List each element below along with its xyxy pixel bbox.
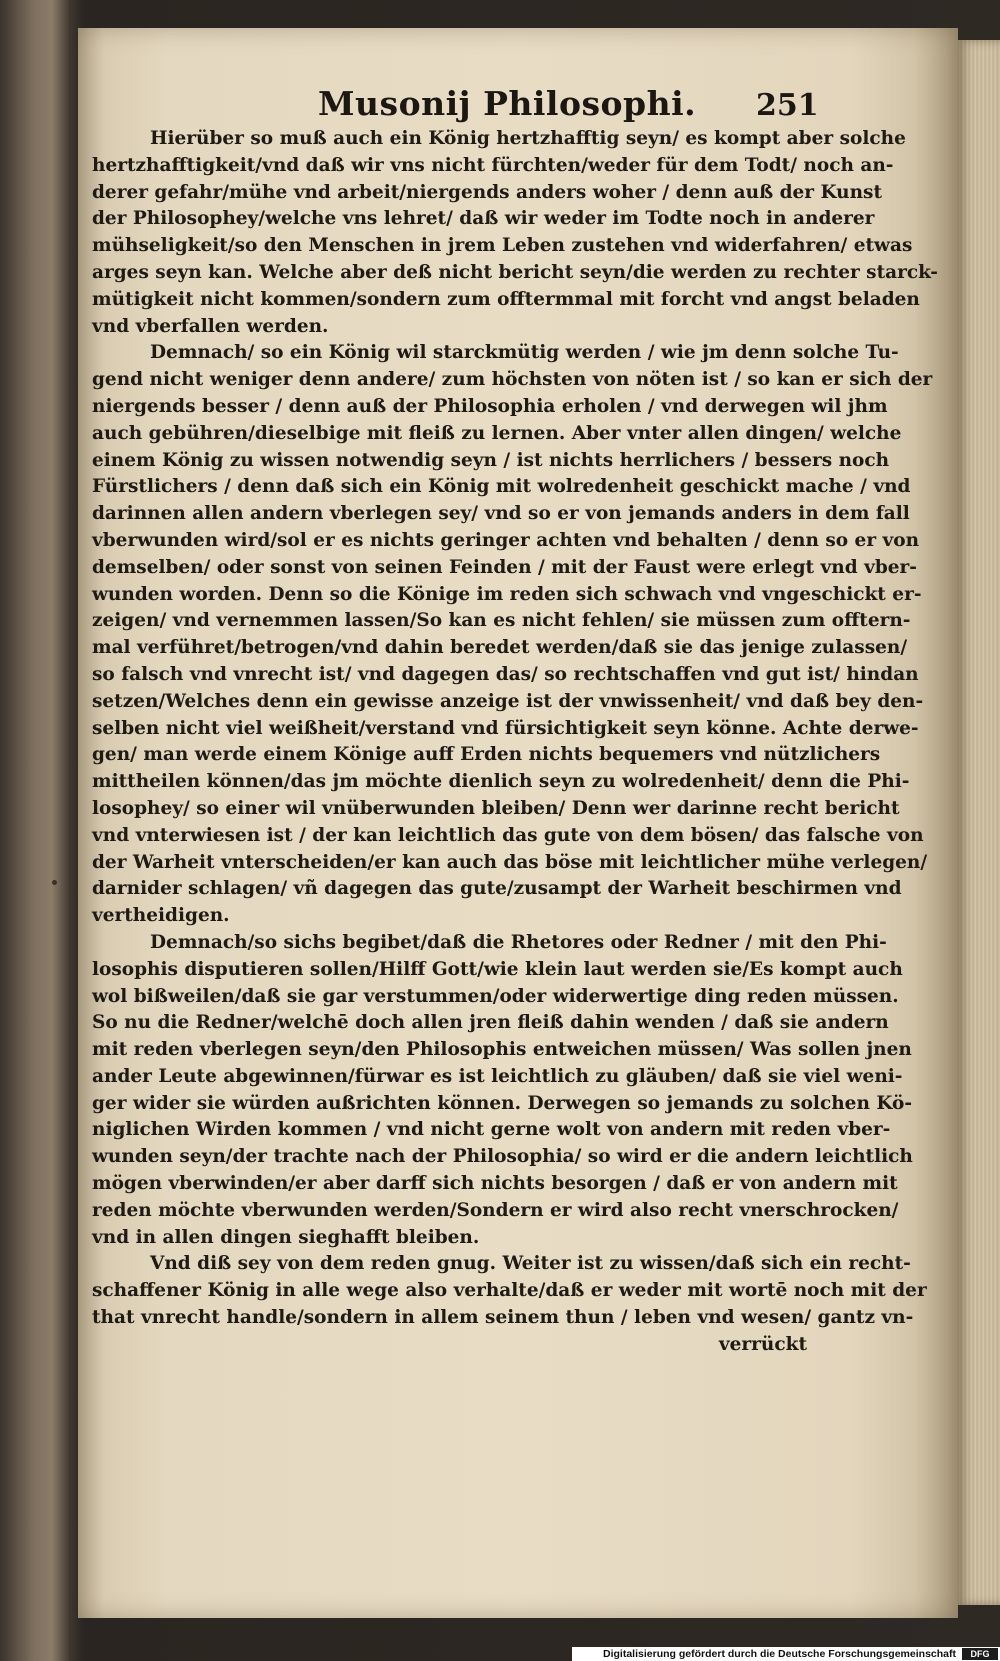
text-line: wol bißweilen/daß sie gar verstummen/oder widerwertige ding reden müssen.: [92, 985, 899, 1007]
text-line: derer gefahr/mühe vnd arbeit/niergends anders woher / denn auß der Kunst: [92, 181, 883, 203]
text-line: that vnrecht handle/sondern in allem seinem thun / leben vnd wesen/ gantz vn-: [92, 1307, 914, 1329]
text-line: reden möchte vberwunden werden/Sondern er wird also recht vnerschrocken/: [92, 1199, 899, 1221]
text-line: Demnach/so sichs begibet/daß die Rhetores oder Redner / mit den Phi-: [150, 931, 887, 953]
text-line: hertzhafftigkeit/vnd daß wir vns nicht fürchten/weder für dem Todt/ noch an-: [92, 154, 894, 176]
text-line: wunden worden. Denn so die Könige im reden sich schwach vnd vngeschickt er-: [92, 583, 922, 605]
text-line: So nu die Redner/welchē doch allen jren fleiß dahin wenden / daß sie andern: [92, 1012, 889, 1034]
text-line: vnd in allen dingen sieghafft bleiben.: [92, 1226, 480, 1248]
digitization-credit: Digitalisierung gefördert durch die Deutsche Forschungsgemeinschaft: [603, 1648, 956, 1660]
text-line: niglichen Wirden kommen / vnd nicht gerne wolt von andern mit reden vber-: [92, 1119, 891, 1141]
text-line: darnider schlagen/ vñ dagegen das gute/zusampt der Warheit beschirmen vnd: [92, 878, 902, 900]
text-line: der Warheit vnterscheiden/er kan auch das böse mit leichtlicher mühe verlegen/: [92, 851, 928, 873]
text-line: Vnd diß sey von dem reden gnug. Weiter ist zu wissen/daß sich ein recht-: [150, 1253, 911, 1275]
page-number: 251: [756, 88, 819, 123]
text-line: ger wider sie würden außrichten können. Derwegen so jemands zu solchen Kö-: [92, 1092, 913, 1114]
dfg-logo-icon: DFG: [962, 1648, 998, 1660]
text-line: demselben/ oder sonst von seinen Feinden / mit der Faust were erlegt vnd vber-: [92, 556, 917, 578]
text-line: mütigkeit nicht kommen/sondern zum offtermmal mit forcht vnd angst beladen: [92, 288, 920, 310]
text-line: losophis disputieren sollen/Hilff Gott/wie klein laut werden sie/Es kompt auch: [92, 958, 903, 980]
text-line: mittheilen können/das jm möchte dienlich seyn zu wolredenheit/ denn die Phi-: [92, 771, 910, 793]
page-body: [92, 126, 938, 1359]
page-fore-edge: [958, 40, 1000, 1605]
text-line: vnd vberfallen werden.: [92, 315, 329, 337]
text-line: vnd vnterwiesen ist / der kan leichtlich das gute von dem bösen/ das falsche von: [92, 824, 924, 846]
text-line: mögen vberwinden/er aber darff sich nichts besorgen / daß er von andern mit: [92, 1173, 898, 1195]
text-line: einem König zu wissen notwendig seyn / ist nichts herrlichers / bessers noch: [92, 449, 890, 471]
text-line: mühseligkeit/so den Menschen in jrem Leben zustehen vnd widerfahren/ etwas: [92, 235, 913, 257]
text-line: darinnen allen andern vberlegen sey/ vnd so er von jemands anders in dem fall: [92, 503, 910, 525]
text-line: setzen/Welches denn ein gewisse anzeige ist der vnwissenheit/ vnd daß bey den-: [92, 690, 924, 712]
catchword: verrückt: [718, 1333, 807, 1355]
text-line: Fürstlichers / denn daß sich ein König mit wolredenheit geschickt mache / vnd: [92, 476, 911, 498]
text-line: Hierüber so muß auch ein König hertzhafftig seyn/ es kompt aber solche: [150, 128, 906, 149]
text-line: auch gebühren/dieselbige mit fleiß zu lernen. Aber vnter allen dingen/ welche: [92, 422, 902, 444]
text-line: vertheidigen.: [92, 905, 230, 927]
text-line: selben nicht viel weißheit/verstand vnd fürsichtigkeit seyn könne. Achte derwe-: [92, 717, 919, 739]
digitization-credit-bar: [572, 1647, 1000, 1661]
text-line: ander Leute abgewinnen/fürwar es ist leichtlich zu gläuben/ daß sie viel weni-: [92, 1065, 903, 1087]
text-line: gen/ man werde einem Könige auff Erden nichts bequemers vnd nützlichers: [92, 744, 881, 766]
margin-mark: [52, 880, 57, 885]
text-line: gend nicht weniger denn andere/ zum höchsten von nöten ist / so kan er sich der: [92, 369, 933, 391]
text-line: Demnach/ so ein König wil starckmütig werden / wie jm denn solche Tu-: [150, 342, 899, 364]
text-line: losophey/ so einer wil vnüberwunden bleiben/ Denn wer darinne recht bericht: [92, 797, 900, 819]
running-head: Musonij Philosophi.: [318, 84, 697, 123]
text-line: niergends besser / denn auß der Philosophia erholen / vnd derwegen wil jhm: [92, 395, 888, 417]
text-line: mal verführet/betrogen/vnd dahin beredet werden/daß sie das jenige zulassen/: [92, 637, 908, 659]
text-line: wunden seyn/der trachte nach der Philosophia/ so wird er die andern leichtlich: [92, 1146, 913, 1168]
text-line: arges seyn kan. Welche aber deß nicht bericht seyn/die werden zu rechter starck-: [92, 261, 938, 283]
text-line: zeigen/ vnd vernemmen lassen/So kan es nicht fehlen/ sie müssen zum offtern-: [92, 610, 911, 632]
text-line: der Philosophey/welche vns lehret/ daß wir weder im Todte noch in anderer: [92, 208, 875, 230]
text-line: schaffener König in alle wege also verhalte/daß er weder mit wortē noch mit der: [92, 1280, 927, 1302]
text-line: so falsch vnd vnrecht ist/ vnd dagegen das/ so rechtschaffen vnd gut ist/ hindan: [92, 663, 919, 685]
text-line: vberwunden wird/sol er es nichts geringer achten vnd behalten / denn so er von: [92, 529, 920, 551]
text-line: mit reden vberlegen seyn/den Philosophis entweichen müssen/ Was sollen jnen: [92, 1039, 912, 1061]
